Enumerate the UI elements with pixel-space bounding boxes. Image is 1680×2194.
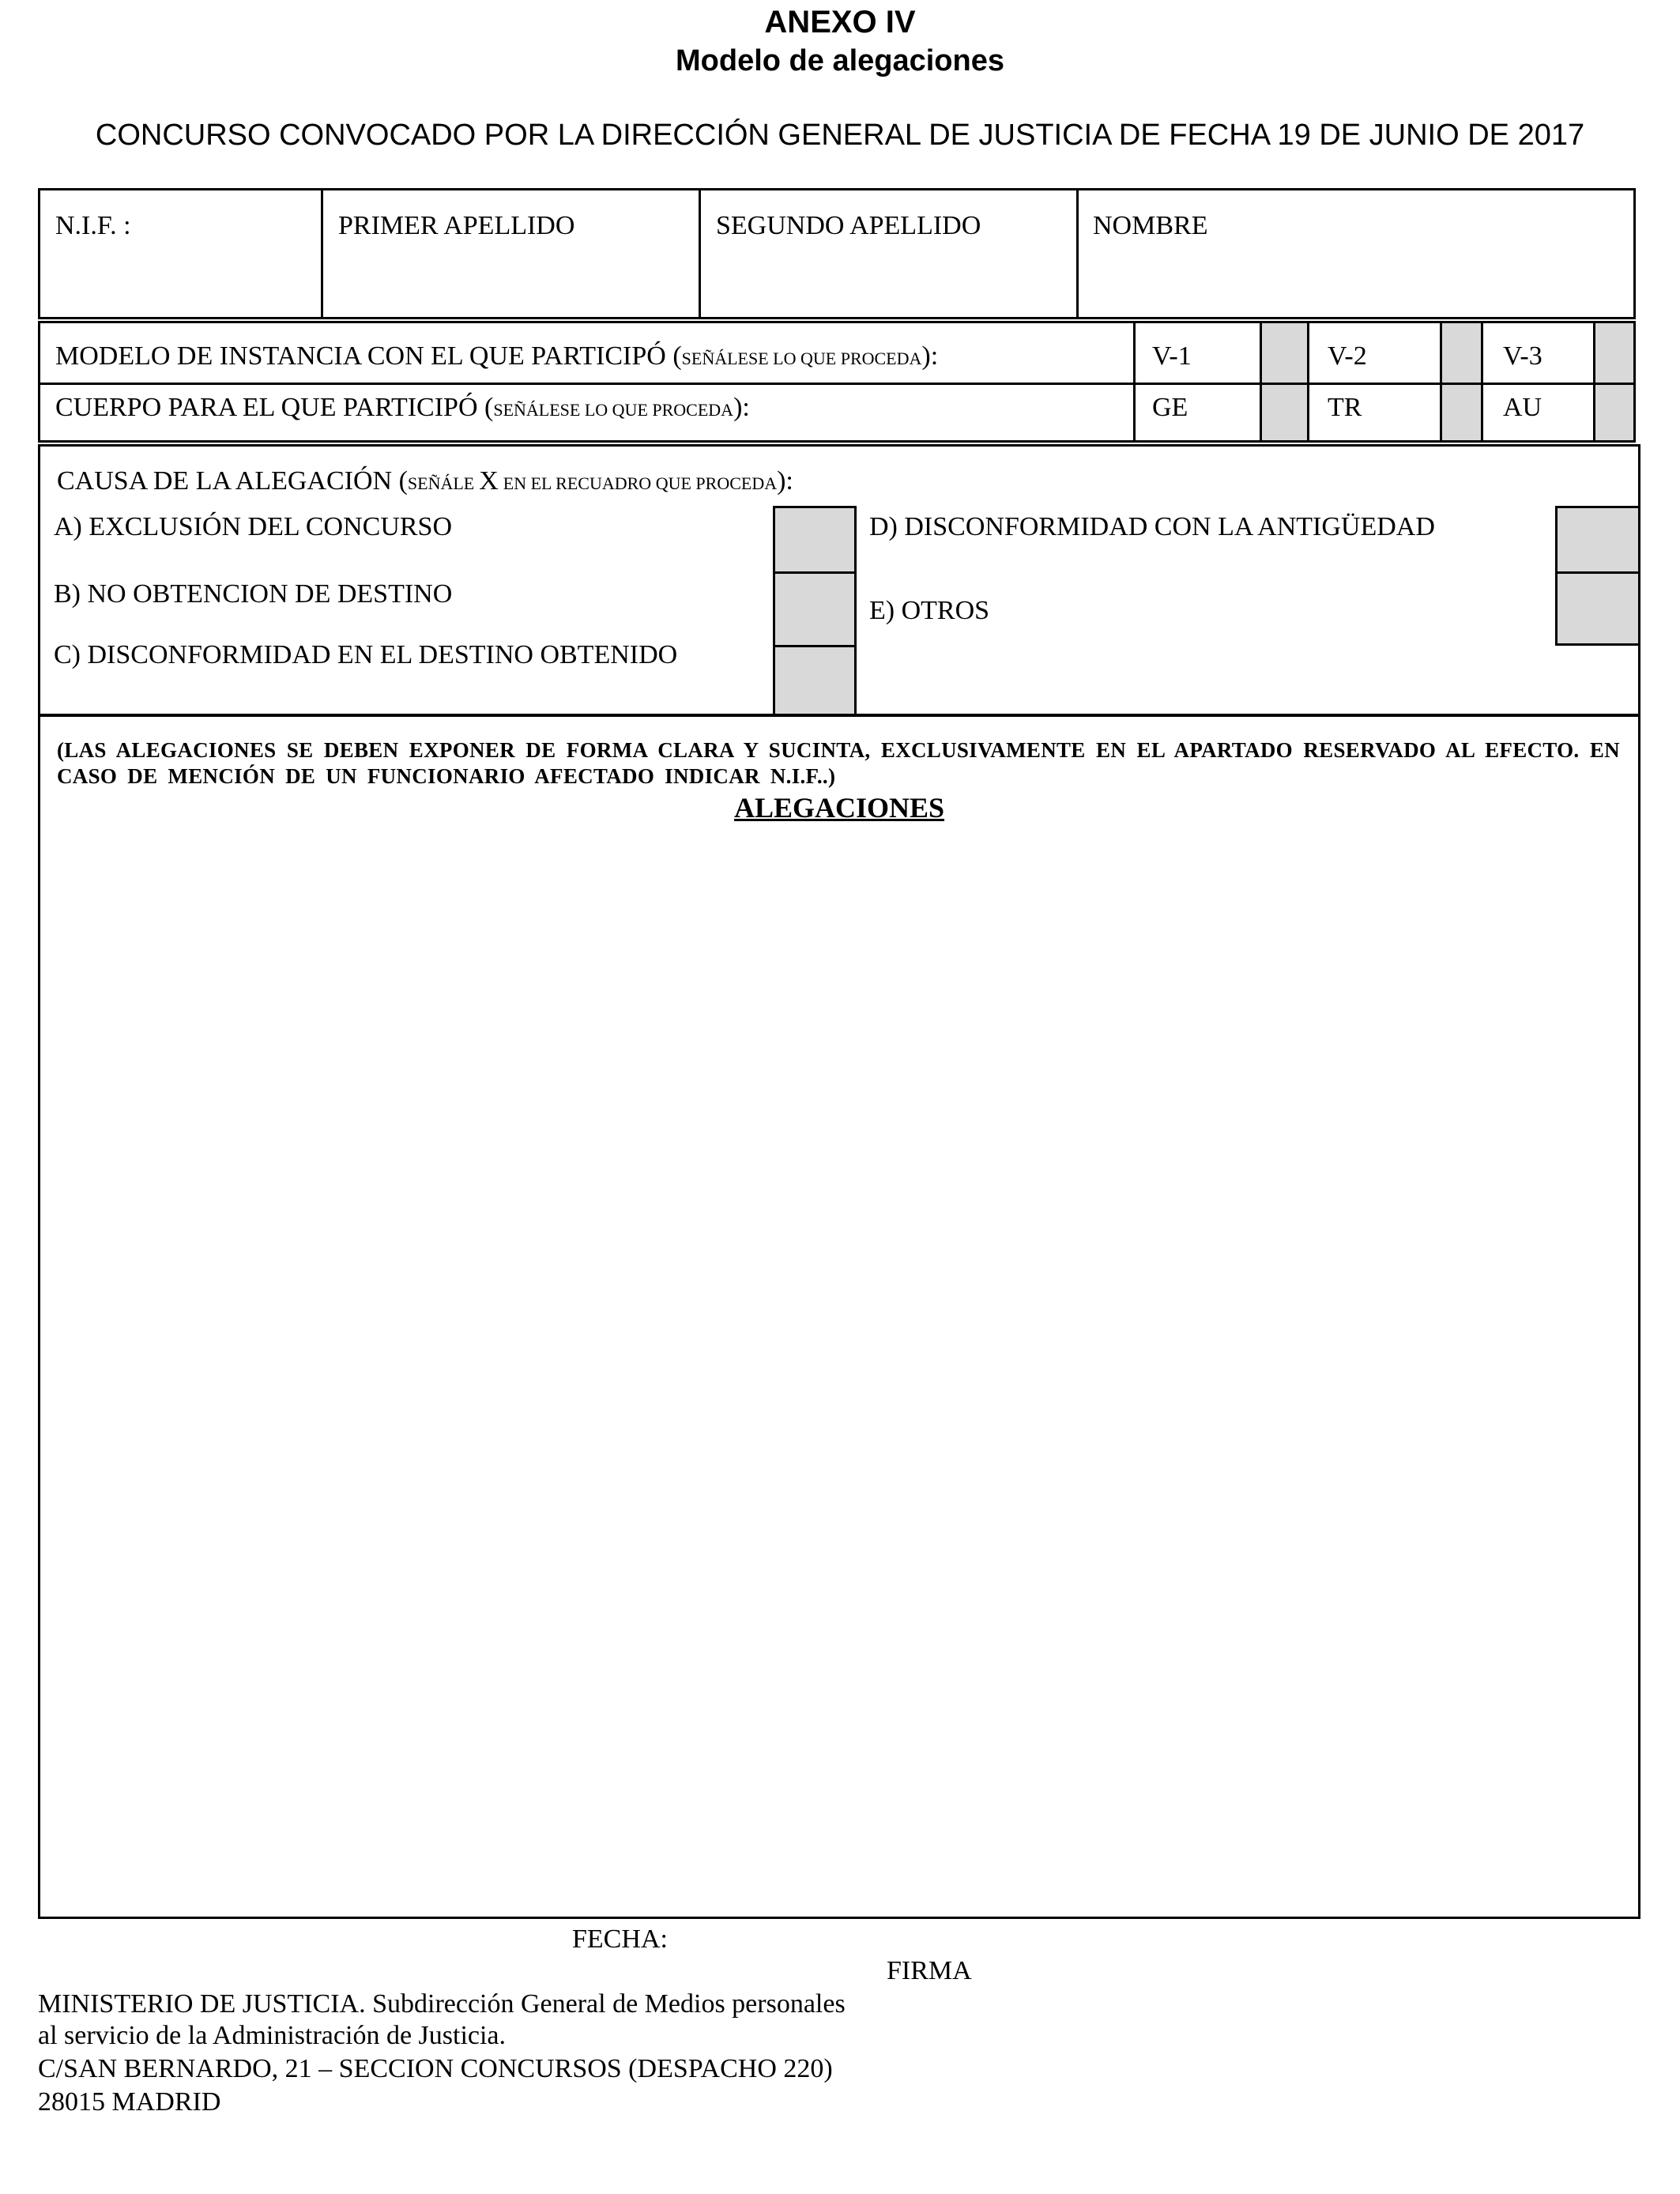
checkbox-cause-d[interactable] [1555, 506, 1640, 574]
divider [1481, 321, 1483, 443]
annex-title: ANEXO IV [764, 5, 916, 40]
checkbox-v3[interactable] [1595, 323, 1633, 383]
checkbox-cause-b[interactable] [773, 571, 857, 647]
body-label-close: ): [733, 393, 750, 422]
cause-b-label: B) NO OBTENCION DE DESTINO [54, 579, 453, 609]
model-label-close: ): [921, 341, 939, 371]
cause-d-label: D) DISCONFORMIDAD CON LA ANTIGÜEDAD [869, 512, 1435, 541]
address-line: 28015 MADRID [38, 2087, 221, 2117]
signature-label: FIRMA [887, 1956, 972, 1985]
second-surname-label: SEGUNDO APELLIDO [716, 211, 981, 240]
allegations-instructions: (LAS ALEGACIONES SE DEBEN EXPONER DE FORMA CLARA Y SUCINTA, EXCLUSIVAMENTE EN EL APARTADO RESERVADO AL EFECTO. EN CASO DE MENCIÓN DE UN FUNCIONARIO AFECTADO INDICAR N.I.F..) [57, 738, 1620, 788]
cause-label [57, 468, 793, 495]
cause-a-label: A) EXCLUSIÓN DEL CONCURSO [54, 512, 453, 541]
first-surname-label: PRIMER APELLIDO [338, 211, 575, 240]
option-v3-label: V-3 [1503, 341, 1543, 371]
checkbox-cause-e[interactable] [1555, 571, 1640, 646]
divider [1307, 321, 1309, 443]
checkbox-cause-a[interactable] [773, 506, 857, 574]
divider [1076, 188, 1079, 319]
divider [699, 188, 701, 319]
model-note: SEÑÁLESE LO QUE PROCEDA [681, 349, 922, 368]
model-row-label [55, 343, 938, 370]
contest-title: CONCURSO CONVOCADO POR LA DIRECCIÓN GENERAL DE JUSTICIA DE FECHA 19 DE JUNIO DE 2017 [95, 119, 1585, 152]
cause-x: X [479, 466, 499, 496]
checkbox-au[interactable] [1595, 385, 1633, 440]
body-row-label [55, 394, 750, 421]
cause-e-label: E) OTROS [869, 596, 990, 625]
name-label: NOMBRE [1093, 211, 1208, 240]
option-tr-label: TR [1328, 393, 1362, 422]
address-line: al servicio de la Administración de Justicia. [38, 2021, 507, 2050]
option-au-label: AU [1503, 393, 1543, 422]
cause-note-b: EN EL RECUADRO QUE PROCEDA [503, 473, 778, 493]
divider [321, 188, 323, 319]
checkbox-v2[interactable] [1442, 323, 1481, 383]
checkbox-cause-c[interactable] [773, 645, 857, 716]
option-v1-label: V-1 [1152, 341, 1192, 371]
allegations-text-area[interactable] [47, 830, 1631, 1909]
option-v2-label: V-2 [1328, 341, 1367, 371]
second-surname-field[interactable] [708, 250, 1072, 313]
body-note: SEÑÁLESE LO QUE PROCEDA [493, 400, 734, 420]
annex-subtitle: Modelo de alegaciones [676, 44, 1004, 77]
date-label: FECHA: [572, 1924, 668, 1954]
divider [1133, 321, 1136, 443]
allegations-heading: ALEGACIONES [733, 792, 945, 824]
first-surname-field[interactable] [330, 250, 694, 313]
model-label-text: MODELO DE INSTANCIA CON EL QUE PARTICIPÓ ( [55, 341, 682, 371]
name-field[interactable] [1086, 250, 1631, 313]
cause-label-text: CAUSA DE LA ALEGACIÓN ( [57, 466, 408, 496]
address-line: C/SAN BERNARDO, 21 – SECCION CONCURSOS (DESPACHO 220) [38, 2054, 833, 2083]
nif-field[interactable] [47, 250, 316, 313]
nif-label: N.I.F. : [55, 211, 131, 240]
checkbox-ge[interactable] [1262, 385, 1307, 440]
cause-note-a: SEÑÁLE [407, 473, 475, 493]
checkbox-tr[interactable] [1442, 385, 1481, 440]
cause-label-close: ): [777, 466, 793, 496]
address-line: MINISTERIO DE JUSTICIA. Subdirección General de Medios personales [38, 1989, 846, 2019]
cause-c-label: C) DISCONFORMIDAD EN EL DESTINO OBTENIDO [54, 640, 678, 669]
divider [38, 383, 1636, 385]
participation-box [38, 321, 1636, 443]
body-label-text: CUERPO PARA EL QUE PARTICIPÓ ( [55, 393, 494, 422]
checkbox-v1[interactable] [1262, 323, 1307, 383]
option-ge-label: GE [1152, 393, 1188, 422]
